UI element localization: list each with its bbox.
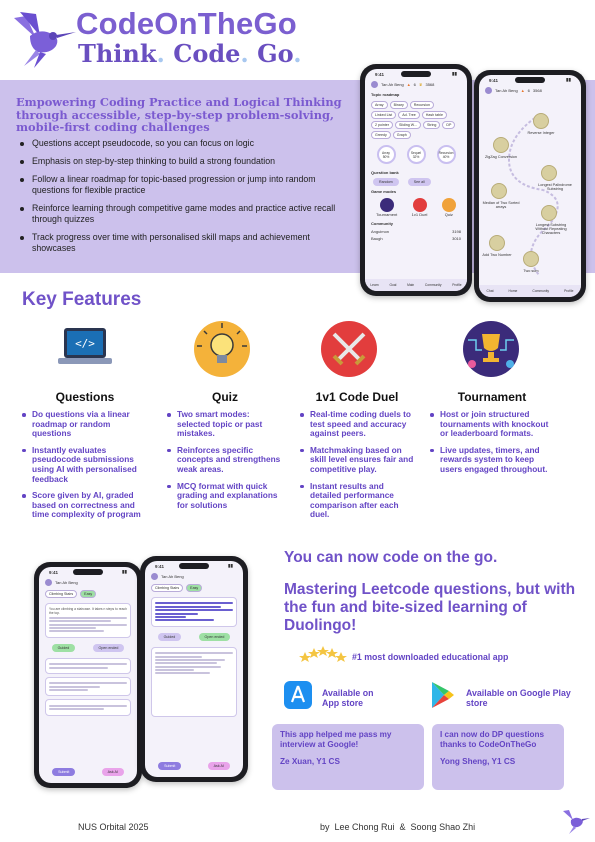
trophy-icon: ♛ (418, 82, 423, 87)
header (0, 0, 595, 80)
action-buttons (39, 767, 137, 777)
text-line (155, 672, 210, 674)
topic-chips (365, 99, 467, 141)
user-name: Tan Ah Beng (55, 580, 78, 585)
testimonial-author: Ze Xuan, Y1 CS (280, 757, 340, 767)
feature-bullet: Two smart modes: selected topic or past mistakes. (165, 410, 285, 439)
open-ended-button[interactable]: Open ended (93, 644, 125, 652)
text-line (49, 686, 100, 688)
topic-chip[interactable]: Recursion (410, 101, 434, 109)
text-line (155, 619, 214, 621)
text-line (155, 652, 233, 654)
phone-question-mockup (34, 562, 142, 788)
feature-bullets (298, 410, 416, 527)
feature-bullet: Live updates, timers, and rewards system to keep users engaged throughout. (428, 446, 556, 475)
feature-bullet: Real-time coding duels to test speed and accuracy against peers. (298, 410, 416, 439)
question-tag-row (145, 582, 243, 594)
text-line (49, 708, 104, 710)
phone-answer-mockup (140, 556, 248, 782)
game-mode-label: Tournament (376, 212, 398, 217)
answer-card[interactable] (45, 658, 131, 674)
roadmap-node[interactable] (491, 183, 507, 199)
flame-icon: ▲ (406, 82, 411, 87)
mode-buttons (39, 641, 137, 655)
nav-item[interactable]: Community (532, 289, 550, 293)
question-title-chip: Climbing Stairs (151, 584, 183, 592)
feature-bullet: Score given by AI, graded based on correctness and time complexity of program (20, 491, 150, 520)
answer-card[interactable] (45, 699, 131, 715)
coin-count: 3568 (532, 88, 542, 93)
battery-icon: ▮▮ (122, 569, 127, 574)
user-name: Tan Ah Beng (495, 88, 518, 93)
google-play-icon[interactable] (428, 680, 456, 710)
streak-count: 6 (527, 88, 530, 93)
promo-headline: You can now code on the go. (284, 549, 498, 566)
text-line (49, 630, 104, 632)
phone-home-screen (365, 69, 467, 291)
game-mode-label: Quiz (444, 212, 453, 217)
feature-bullet: Matchmaking based on skill level ensures fair and competitive play. (298, 446, 416, 475)
streak-count: 6 (413, 82, 416, 87)
testimonial-card (432, 724, 564, 790)
user-name: Tan Ah Beng (161, 574, 184, 579)
text-line (155, 602, 233, 604)
feature-name: Tournament (457, 390, 527, 404)
intro-title: Empowering Coding Practice and Logical Thinking through accessible, step-by-step problem-solving, mobile-first coding challenges (16, 95, 342, 134)
tagline-dot: . (156, 39, 165, 68)
topic-chip[interactable]: Binary (390, 101, 408, 109)
community-row[interactable] (365, 228, 467, 235)
community-label: Community (371, 221, 393, 226)
status-time: 9:41 (49, 569, 59, 575)
intro-bullet: Emphasis on step-by-step thinking to build a strong foundation (18, 156, 353, 167)
submit-button[interactable]: Submit (158, 762, 181, 770)
roadmap-node-label: Two sum (523, 269, 539, 273)
text-line (49, 627, 96, 629)
question-bank-buttons (365, 177, 467, 187)
text-line (49, 667, 108, 669)
text-line (49, 617, 127, 619)
open-ended-button[interactable]: Open ended (199, 633, 231, 641)
ring-name: Sequel (410, 150, 422, 155)
phone-question-screen (39, 567, 137, 783)
feature-bullet: Host or join structured tournaments with knockout or leaderboard formats. (428, 410, 556, 439)
footer-event: NUS Orbital 2025 (78, 822, 149, 832)
game-mode-icons (365, 196, 467, 219)
app-topbar (145, 571, 243, 582)
community-name: Anguimon (371, 229, 390, 234)
submit-button[interactable]: Submit (52, 768, 75, 776)
roadmap-node-label: Longest Palindrome Substring (538, 183, 572, 191)
duel-icon (413, 198, 427, 212)
hummingbird-icon (560, 806, 590, 836)
feature-bullet: Instantly evaluates pseudocode submissions using AI with personalised feedback (20, 446, 150, 484)
progress-ring[interactable] (407, 145, 426, 164)
tournament-trophy-icon (462, 320, 520, 378)
topic-roadmap-label: Topic roadmap (371, 92, 400, 97)
app-topbar (365, 79, 467, 90)
roadmap-node-label: Add Two Number (482, 253, 512, 257)
nav-item[interactable]: Profile (452, 283, 462, 287)
game-mode-tournament[interactable] (376, 198, 397, 217)
avatar[interactable] (371, 81, 378, 88)
topic-chip[interactable]: Sliding W... (395, 121, 421, 129)
topic-chip[interactable]: Graph (393, 131, 411, 139)
tagline-word-think: Think (78, 39, 157, 68)
feature-bullet: Instant results and detailed performance comparison after each duel. (298, 482, 416, 520)
crossed-swords-icon (320, 320, 378, 378)
roadmap-node[interactable] (489, 235, 505, 251)
text-line (155, 669, 194, 671)
topic-chip[interactable]: Array (371, 101, 388, 109)
bottom-nav (365, 279, 467, 291)
nav-item[interactable]: Community (424, 283, 442, 287)
ask-ai-button[interactable]: Ask AI (102, 768, 124, 776)
roadmap-node-label: Longest Substring Without Repeating Characters (535, 223, 567, 235)
question-card (45, 603, 131, 638)
text-line (49, 705, 127, 707)
nav-item[interactable]: Profile (564, 289, 574, 293)
action-buttons (145, 761, 243, 771)
mode-buttons (145, 630, 243, 644)
see-all-button[interactable]: See all (408, 178, 431, 186)
intro-bullet: Follow a linear roadmap for topic-based progression or jump into random questions for flexible practice (18, 174, 353, 196)
app-store-icon[interactable] (284, 680, 312, 710)
game-mode-quiz[interactable] (442, 198, 456, 217)
community-row[interactable] (365, 235, 467, 242)
tournament-icon (380, 198, 394, 212)
testimonial-quote: I can now do DP questions thanks to CodeOnTheGo (440, 730, 545, 749)
feature-bullets (165, 410, 285, 517)
ring-value: 32% (412, 154, 420, 159)
battery-icon: ▮▮ (566, 77, 571, 82)
guided-button[interactable]: Guided (52, 644, 76, 652)
avatar[interactable] (45, 579, 52, 586)
ring-value: 50% (382, 154, 390, 159)
ask-ai-button[interactable]: Ask AI (208, 762, 230, 770)
tagline-word-go: Go (257, 39, 294, 68)
intro-bullet: Questions accept pseudocode, so you can focus on logic (18, 138, 353, 149)
status-time: 9:41 (155, 563, 165, 569)
question-bank-label: Question bank (371, 170, 399, 175)
text-line (155, 656, 202, 658)
tagline-word-code: Code (173, 39, 241, 68)
text-line (49, 682, 127, 684)
roadmap-node-label: Reverse Integer (527, 131, 555, 135)
topic-chip[interactable]: Hash table (422, 111, 447, 119)
nav-item[interactable]: Learn (370, 283, 379, 287)
phone-notch (179, 563, 209, 569)
battery-icon: ▮▮ (452, 71, 457, 76)
testimonial-author: Yong Sheng, Y1 CS (440, 757, 516, 767)
quiz-icon (442, 198, 456, 212)
avatar[interactable] (151, 573, 158, 580)
roadmap-node[interactable] (541, 165, 557, 181)
topic-chip[interactable]: 2 pointer (371, 121, 393, 129)
phone-notch (401, 71, 431, 77)
feature-bullet: Reinforces specific concepts and strengthens weak areas. (165, 446, 285, 475)
key-features-title: Key Features (22, 289, 142, 310)
difficulty-badge: Easy (80, 590, 96, 598)
text-line (155, 616, 186, 618)
question-card (151, 597, 237, 627)
community-score: 3198 (452, 229, 461, 234)
feature-bullet: Do questions via a linear roadmap or random questions (20, 410, 150, 439)
nav-item[interactable]: Chat (486, 289, 494, 293)
question-tag-row (39, 588, 137, 600)
roadmap-node[interactable] (493, 137, 509, 153)
bottom-nav (479, 285, 581, 297)
lightbulb-icon (193, 320, 251, 378)
question-title-chip: Climbing Stairs (45, 590, 77, 598)
status-time: 9:41 (489, 77, 499, 83)
question-text: You are climbing a staircase. It takes n steps to reach the top. (49, 607, 127, 616)
game-mode-label: 1v1 Duel (411, 212, 428, 217)
promo-subheadline: Mastering Leetcode questions, but with the fun and bite-sized learning of Duolingo! (284, 581, 576, 634)
nav-item[interactable]: Goal (389, 283, 397, 287)
status-time: 9:41 (375, 71, 385, 77)
game-modes-label: Game modes (371, 189, 397, 194)
flame-icon: ▲ (520, 88, 525, 93)
game-mode-duel[interactable] (412, 198, 428, 217)
phone-answer-screen (145, 561, 243, 777)
phone-home-mockup (360, 64, 472, 296)
random-button[interactable]: Random (373, 178, 399, 186)
roadmap-node[interactable] (541, 205, 557, 221)
battery-icon: ▮▮ (228, 563, 233, 568)
topic-chip[interactable]: Ad. Tree (398, 111, 420, 119)
text-line (155, 666, 221, 668)
testimonial-card (272, 724, 424, 790)
ring-name: Recursion (438, 150, 454, 155)
code-editor[interactable] (151, 647, 237, 717)
intro-bullet-list (18, 138, 353, 261)
app-store-text[interactable]: Available on App store (322, 688, 374, 709)
phone-roadmap-screen (479, 75, 581, 297)
rating-stars-icon (298, 644, 348, 666)
testimonial-quote: This app helped me pass my interview at Google! (280, 730, 392, 749)
difficulty-badge: Easy (186, 584, 202, 592)
svg-text:</>: </> (75, 337, 95, 350)
text-line (49, 620, 111, 622)
roadmap-node-label: ZigZag Conversion (484, 155, 518, 159)
topic-chip[interactable]: String (423, 121, 440, 129)
text-line (49, 663, 127, 665)
feature-bullet: MCQ format with quick grading and explanations for solutions (165, 482, 285, 511)
tagline-dot: . (240, 39, 249, 68)
phone-roadmap-mockup (474, 70, 586, 302)
topic-chip[interactable]: Greedy (371, 131, 391, 139)
feature-name: Questions (55, 390, 115, 404)
downloaded-badge-text: #1 most downloaded educational app (352, 652, 509, 662)
text-line (49, 624, 127, 626)
feature-name: 1v1 Code Duel (315, 390, 399, 404)
topic-chip[interactable]: Linked List (371, 111, 396, 119)
text-line (155, 659, 225, 661)
footer-authors: by Lee Chong Rui & Soong Shao Zhi (320, 822, 476, 832)
progress-ring[interactable] (377, 145, 396, 164)
answer-card[interactable] (45, 677, 131, 697)
google-play-text[interactable]: Available on Google Play store (466, 688, 571, 709)
text-line (49, 689, 88, 691)
intro-bullet: Reinforce learning through competitive game modes and practice active recall through quizzes (18, 203, 353, 225)
progress-ring[interactable] (437, 145, 456, 164)
ring-name: Array (382, 150, 390, 155)
intro-bullet: Track progress over time with personalised skill maps and achievement showcases (18, 232, 353, 254)
text-line (155, 609, 233, 611)
text-line (155, 613, 198, 615)
ring-value: 40% (442, 154, 450, 159)
feature-bullets (428, 410, 556, 482)
hummingbird-logo-icon (6, 8, 76, 70)
progress-rings (365, 141, 467, 168)
app-topbar (39, 577, 137, 588)
feature-bullets (20, 410, 150, 527)
user-name: Tan Ah Beng (381, 82, 404, 87)
phone-notch (73, 569, 103, 575)
feature-name: Quiz (212, 390, 238, 404)
community-name: Baugh (371, 236, 383, 241)
nav-item[interactable]: Main (407, 283, 415, 287)
roadmap-node[interactable] (533, 113, 549, 129)
community-score: 3010 (452, 236, 461, 241)
guided-button[interactable]: Guided (158, 633, 182, 641)
brand-title: CodeOnTheGo (76, 6, 297, 41)
tagline-dot: . (293, 39, 302, 68)
text-line (155, 662, 217, 664)
tagline (78, 39, 302, 68)
text-line (155, 606, 221, 608)
roadmap-node[interactable] (523, 251, 539, 267)
laptop-code-icon (56, 320, 114, 378)
nav-item[interactable]: Home (508, 289, 518, 293)
coin-count: 3568 (425, 82, 435, 87)
roadmap-node-label: Median of Two Sorted arrays (482, 201, 520, 209)
topic-chip[interactable]: DP (442, 121, 455, 129)
